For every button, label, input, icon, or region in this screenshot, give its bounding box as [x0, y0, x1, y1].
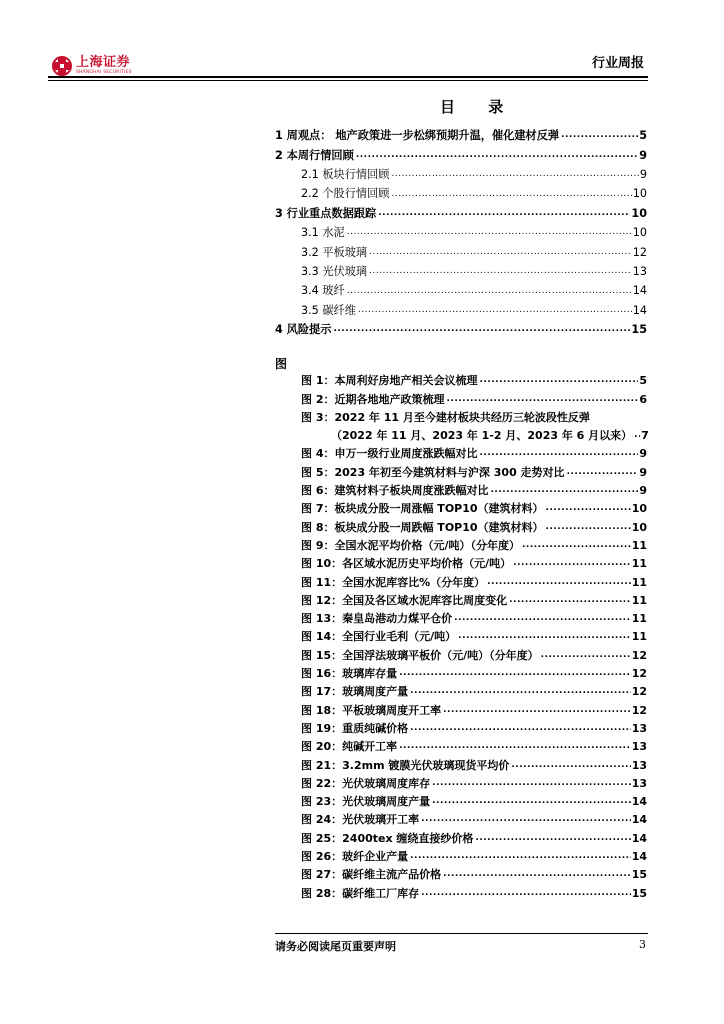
toc-entry-page: 14: [632, 303, 647, 317]
toc-entry-page: 14: [632, 284, 647, 298]
logo-chinese-name: 上海证券: [76, 55, 131, 71]
logo-mark-icon: [52, 56, 72, 76]
toc-entry-title: 3 行业重点数据跟踪: [275, 206, 377, 220]
figure-entry[interactable]: [301, 533, 647, 551]
figure-entry-title: 图 7：板块成分股一周涨幅 TOP10（建筑材料）: [301, 502, 544, 516]
figure-entry-page: 11: [631, 575, 647, 589]
figure-entry-page: 14: [631, 795, 647, 809]
figure-entry-title: 图 9：全国水泥平均价格（元/吨）（分年度）: [301, 538, 520, 552]
figure-entry-page: 13: [631, 740, 647, 754]
figure-entry-page: 15: [631, 868, 647, 882]
figure-entry-title: 图 21：3.2mm 镀膜光伏玻璃现货平均价: [301, 758, 510, 772]
page-number: 3: [639, 938, 646, 951]
figure-entry-title: 图 5：2023 年初至今建筑材料与沪深 300 走势对比: [301, 465, 565, 479]
toc-leader-dots: [347, 228, 632, 238]
toc-entry-page: 15: [631, 323, 647, 337]
figure-entry-title: 图 20：纯碱开工率: [301, 740, 398, 754]
toc-title: 目 录: [440, 98, 518, 116]
figure-entry[interactable]: [301, 825, 647, 843]
toc-entry-page: 10: [632, 187, 647, 201]
toc-entry[interactable]: [275, 238, 647, 257]
figure-entry[interactable]: [301, 752, 647, 770]
toc-entry-page: 5: [639, 129, 647, 143]
figure-entry-title: 图 25：2400tex 缠绕直接纱价格: [301, 831, 474, 845]
toc-leader-dots: [369, 267, 632, 277]
figure-leader-dots: [475, 834, 630, 844]
toc-leader-dots: [356, 151, 638, 161]
figure-leader-dots: [399, 742, 631, 752]
figure-entry-page: 10: [631, 520, 647, 534]
figure-entry[interactable]: [301, 405, 647, 423]
figure-entry-page: 12: [631, 685, 647, 699]
toc-entry[interactable]: [275, 297, 647, 316]
figure-entry-title: 图 19：重质纯碱价格: [301, 721, 409, 735]
figure-entry[interactable]: [301, 789, 647, 807]
figure-entry[interactable]: [301, 697, 647, 715]
toc-entry-title: 3.2 平板玻璃: [301, 245, 368, 259]
figure-entry-page: 6: [639, 392, 647, 406]
figure-entry-page: 11: [631, 538, 647, 552]
toc-entry-title: 2.2 个股行情回顾: [301, 187, 390, 201]
toc-leader-dots: [391, 190, 631, 200]
figure-entry[interactable]: [301, 624, 647, 642]
figure-leader-dots: [513, 559, 631, 569]
figure-leader-dots: [509, 596, 631, 606]
figure-leader-dots: [432, 797, 631, 807]
toc-entry-page: 9: [639, 148, 647, 162]
toc-entry-page: 10: [632, 226, 647, 240]
figure-entry-title: 图 27：碳纤维主流产品价格: [301, 868, 442, 882]
figure-entry-title: 图 22：光伏玻璃周度库存: [301, 776, 431, 790]
toc-entry-page: 12: [632, 245, 647, 259]
figure-entry[interactable]: [301, 862, 647, 880]
toc-entry[interactable]: [275, 258, 647, 277]
figure-leader-dots: [421, 889, 631, 899]
figure-entry[interactable]: [301, 478, 647, 496]
figure-leader-dots: [546, 523, 631, 533]
figure-entry[interactable]: [301, 642, 647, 660]
figure-entry-page: 12: [631, 648, 647, 662]
figure-entry[interactable]: [301, 880, 647, 898]
figure-entry-page: 12: [631, 667, 647, 681]
list-of-figures: [301, 368, 647, 899]
figure-entry-title: 图 11：全国水泥库容比%（分年度）: [301, 575, 486, 589]
figure-entry[interactable]: [301, 606, 647, 624]
figure-entry[interactable]: [301, 716, 647, 734]
figure-entry-page: 13: [631, 721, 647, 735]
figure-entry-page: 11: [631, 557, 647, 571]
toc-entry-title: 3.5 碳纤维: [301, 303, 356, 317]
figure-entry-title: 图 6：建筑材料子板块周度涨跌幅对比: [301, 484, 489, 498]
figure-entry-page: 14: [631, 831, 647, 845]
toc-entry-title: 1 周观点： 地产政策进一步松绑预期升温，催化建材反弹: [275, 129, 560, 143]
toc-leader-dots: [347, 287, 632, 297]
toc-entry-page: 10: [631, 206, 647, 220]
figure-entry[interactable]: [301, 423, 647, 441]
figure-entry-page: 9: [639, 484, 647, 498]
figure-leader-dots: [541, 651, 631, 661]
figure-entry-title: 图 28：碳纤维工厂库存: [301, 886, 420, 900]
figure-entry-title: 图 26：玻纤企业产量: [301, 850, 409, 864]
figure-entry-page: 14: [631, 850, 647, 864]
figure-entry[interactable]: [301, 588, 647, 606]
figure-leader-dots: [511, 761, 630, 771]
figure-entry-page: 12: [631, 703, 647, 717]
figure-entry[interactable]: [301, 514, 647, 532]
logo-english-name: SHANGHAI SECURITIES: [76, 70, 132, 76]
figure-entry-page: 9: [639, 465, 647, 479]
figures-heading: 图: [275, 357, 288, 371]
table-of-contents: [275, 122, 647, 335]
figure-entry-page: 11: [631, 593, 647, 607]
figure-entry-page: 15: [631, 886, 647, 900]
figure-entry[interactable]: [301, 441, 647, 459]
figure-entry-title: 图 14：全国行业毛利（元/吨）: [301, 630, 457, 644]
toc-entry-title: 2.1 板块行情回顾: [301, 167, 390, 181]
toc-entry[interactable]: [275, 316, 647, 335]
toc-entry[interactable]: [275, 180, 647, 199]
figure-leader-dots: [432, 779, 631, 789]
figure-leader-dots: [410, 724, 631, 734]
figure-entry[interactable]: [301, 679, 647, 697]
figure-entry-title: 图 10：各区域水泥历史平均价格（元/吨）: [301, 557, 512, 571]
figure-leader-dots: [479, 449, 638, 459]
footer-divider: [275, 933, 648, 934]
figure-entry[interactable]: [301, 386, 647, 404]
figure-leader-dots: [479, 376, 638, 386]
figure-entry[interactable]: [301, 496, 647, 514]
figure-entry-page: 11: [631, 630, 647, 644]
figure-entry[interactable]: [301, 551, 647, 569]
figure-entry[interactable]: [301, 807, 647, 825]
figure-entry-page: 14: [631, 813, 647, 827]
figure-leader-dots: [458, 632, 631, 642]
figure-entry[interactable]: [301, 734, 647, 752]
toc-entry[interactable]: [275, 122, 647, 141]
company-logo: [52, 56, 132, 76]
figure-entry[interactable]: [301, 844, 647, 862]
toc-entry-page: 13: [632, 264, 647, 278]
header-divider: [48, 76, 648, 78]
figure-leader-dots: [410, 852, 631, 862]
figure-leader-dots: [443, 870, 631, 880]
toc-leader-dots: [391, 170, 638, 180]
figure-entry-title: 图 24：光伏玻璃开工率: [301, 813, 420, 827]
figure-leader-dots: [522, 541, 631, 551]
toc-entry[interactable]: [275, 161, 647, 180]
figure-entry-title: （2022 年 11 月、2023 年 1-2 月、2023 年 6 月以来）: [331, 429, 633, 443]
figure-entry-title: 图 1：本周利好房地产相关会议梳理: [301, 374, 478, 388]
figure-entry-title: 图 15：全国浮法玻璃平板价（元/吨）（分年度）: [301, 648, 539, 662]
figure-leader-dots: [421, 815, 631, 825]
toc-leader-dots: [378, 209, 630, 219]
toc-leader-dots: [561, 131, 638, 141]
figure-entry-title: 图 3：2022 年 11 月至今建材板块共经历三轮波段性反弹: [301, 410, 590, 424]
toc-entry-title: 3.1 水泥: [301, 226, 345, 240]
figure-entry-page: 10: [631, 502, 647, 516]
figure-leader-dots: [410, 687, 631, 697]
figure-leader-dots: [490, 486, 638, 496]
figure-leader-dots: [546, 504, 631, 514]
toc-entry-page: 9: [639, 167, 647, 181]
figure-entry[interactable]: [301, 661, 647, 679]
figure-entry-page: 11: [631, 612, 647, 626]
figure-leader-dots: [454, 614, 631, 624]
figure-leader-dots: [567, 468, 639, 478]
figure-entry-title: 图 16：玻璃库存量: [301, 667, 398, 681]
figure-entry[interactable]: [301, 771, 647, 789]
toc-entry-title: 3.4 玻纤: [301, 284, 345, 298]
figure-entry-title: 图 12：全国及各区域水泥库容比周度变化: [301, 593, 508, 607]
figure-entry[interactable]: [301, 459, 647, 477]
toc-leader-dots: [333, 325, 630, 335]
figure-entry[interactable]: [301, 368, 647, 386]
toc-entry[interactable]: [275, 219, 647, 238]
figure-entry-title: 图 17：玻璃周度产量: [301, 685, 409, 699]
toc-entry-title: 2 本周行情回顾: [275, 148, 354, 162]
figure-entry-page: 9: [639, 447, 647, 461]
figure-entry-title: 图 18：平板玻璃周度开工率: [301, 703, 442, 717]
figure-entry-page: 13: [631, 776, 647, 790]
figure-leader-dots: [446, 395, 638, 405]
figure-leader-dots: [443, 706, 631, 716]
toc-entry[interactable]: [275, 277, 647, 296]
figure-entry-title: 图 23：光伏玻璃周度产量: [301, 795, 431, 809]
figure-entry-title: 图 4：申万一级行业周度涨跌幅对比: [301, 447, 478, 461]
toc-entry-title: 3.3 光伏玻璃: [301, 264, 368, 278]
figure-leader-dots: [399, 669, 631, 679]
figure-entry-page: 13: [631, 758, 647, 772]
footer-disclaimer: 请务必阅读尾页重要声明: [275, 940, 396, 953]
toc-entry[interactable]: [275, 141, 647, 160]
toc-entry-title: 4 风险提示: [275, 323, 332, 337]
toc-entry[interactable]: [275, 200, 647, 219]
figure-entry[interactable]: [301, 569, 647, 587]
figure-entry-page: 5: [639, 374, 647, 388]
figure-entry-title: 图 2：近期各地地产政策梳理: [301, 392, 445, 406]
figure-leader-dots: [487, 578, 631, 588]
toc-leader-dots: [369, 248, 632, 258]
report-type-title: 行业周报: [591, 56, 644, 71]
figure-entry-title: 图 13：秦皇岛港动力煤平仓价: [301, 612, 453, 626]
figure-entry-title: 图 8：板块成分股一周跌幅 TOP10（建筑材料）: [301, 520, 544, 534]
header-divider-thin: [48, 80, 648, 81]
figure-entry-page: 7: [641, 429, 649, 443]
toc-leader-dots: [358, 306, 632, 316]
